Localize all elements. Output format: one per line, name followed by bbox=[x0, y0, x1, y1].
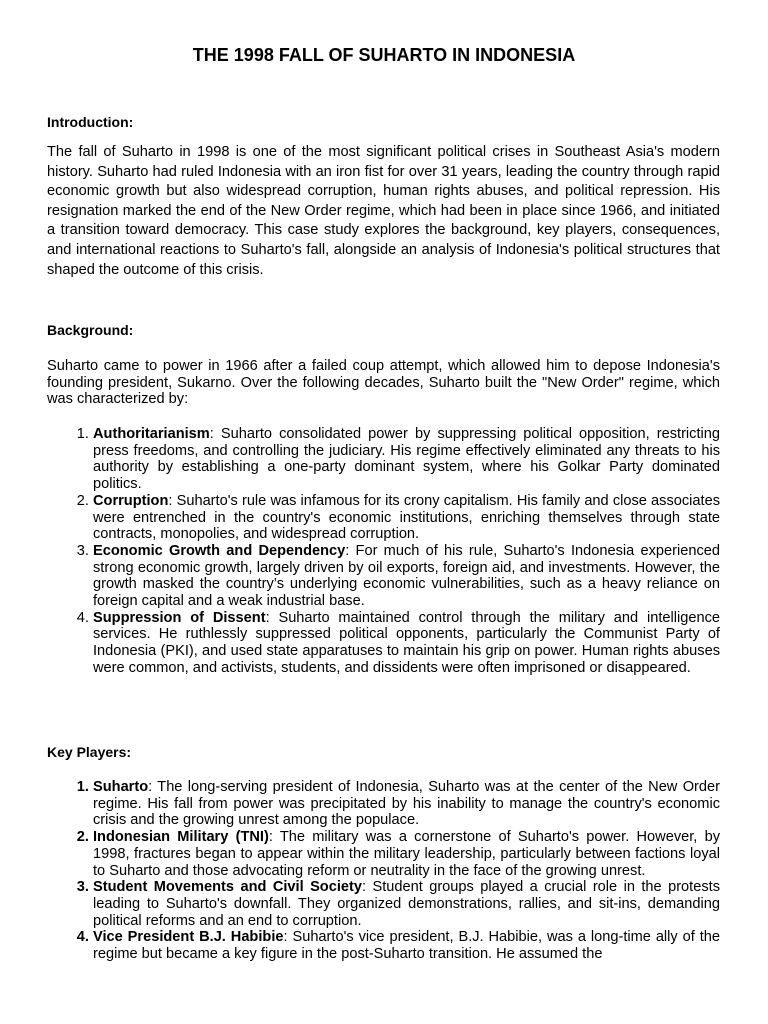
list-item bbox=[93, 829, 720, 879]
background-list bbox=[47, 426, 720, 677]
list-item-text: : For much of his rule, Suharto's Indonesia experienced strong economic growth, largely driven by oil exports, foreign aid, and investments. However, the growth masked the country’s underlying economic vulnerabilities, such as a heavy reliance on foreign capital and a weak industrial base. bbox=[93, 542, 720, 610]
document-title: THE 1998 FALL OF SUHARTO IN INDONESIA bbox=[192, 45, 576, 65]
list-item bbox=[93, 610, 720, 677]
list-item-term: Economic Growth and Dependency bbox=[93, 542, 346, 559]
list-item-text: : Suharto maintained control through the military and intelligence services. He ruthlessly suppressed political opponents, particularly the Communist Party of Indonesia (PKI), and used state apparatuses to maintain his grip on power. Human rights abuses were common, and activists, students, and dissidents were often imprisoned or disappeared. bbox=[93, 609, 720, 676]
list-item bbox=[93, 779, 720, 829]
list-item-text: : Suharto's vice president, B.J. Habibie, was a long-time ally of the regime but became a key figure in the post-Suharto transition. He assumed the bbox=[93, 929, 721, 963]
list-item bbox=[93, 879, 720, 929]
list-item bbox=[93, 493, 720, 543]
list-item-text: : The military was a cornerstone of Suharto's power. However, by 1998, fractures began to appear within the military leadership, particularly between factions loyal to Suharto and those advocating reform or neutrality in the face of the growing unrest. bbox=[93, 829, 720, 879]
list-item-text: : Suharto's rule was infamous for its crony capitalism. His family and close associates were entrenched in the country's economic institutions, enriching themselves through state contracts, monopolies, and widespread corruption. bbox=[93, 492, 720, 543]
list-item-term: Indonesian Military (TNI) bbox=[93, 829, 269, 846]
key-players-heading: Key Players: bbox=[47, 744, 132, 760]
background-paragraph: Suharto came to power in 1966 after a failed coup attempt, which allowed him to depose Indonesia's founding president, Sukarno. Over the following decades, Suharto built the "New Order" regime, which was characterized by: bbox=[47, 358, 720, 408]
list-item-text: : Student groups played a crucial role in the protests leading to Suharto's downfall. They organized demonstrations, rallies, and sit-ins, demanding political reforms and an end to corruption. bbox=[93, 879, 720, 929]
list-item-term: Suharto bbox=[93, 779, 149, 795]
list-item-text: : The long-serving president of Indonesia, Suharto was at the center of the New Order regime. His fall from power was precipitated by his inability to manage the country's economic crisis and the growing unrest among the populace. bbox=[93, 779, 720, 829]
introduction-paragraph: The fall of Suharto in 1998 is one of the most significant political crises in Southeast Asia's modern history. Suharto had ruled Indonesia with an iron fist for over 31 years, leading the country through rapid economic growth but also widespread corruption, human rights abuses, and political repression. His resignation marked the end of the New Order regime, which had been in place since 1966, and initiated a transition toward democracy. This case study explores the background, key players, consequences, and international reactions to Suharto's fall, alongside an analysis of Indonesia's political structures that shaped the outcome of this crisis. bbox=[47, 144, 720, 278]
list-item bbox=[93, 543, 720, 610]
list-item-term: Corruption bbox=[93, 492, 169, 509]
list-item-text: : Suharto consolidated power by suppressing political opposition, restricting press freedoms, and controlling the judiciary. His regime effectively eliminated any threats to his authority by establishing a one-party dominant system, where his Golkar Party dominated politics. bbox=[93, 426, 720, 493]
list-item-term: Authoritarianism bbox=[93, 426, 210, 442]
introduction-heading: Introduction: bbox=[47, 114, 134, 130]
list-item-term: Vice President B.J. Habibie bbox=[93, 929, 284, 946]
list-item-term: Suppression of Dissent bbox=[93, 609, 266, 626]
list-item bbox=[93, 929, 720, 962]
list-item-term: Student Movements and Civil Society bbox=[93, 879, 362, 896]
list-item bbox=[93, 426, 720, 493]
key-players-list bbox=[47, 779, 720, 963]
background-heading: Background: bbox=[47, 322, 134, 338]
